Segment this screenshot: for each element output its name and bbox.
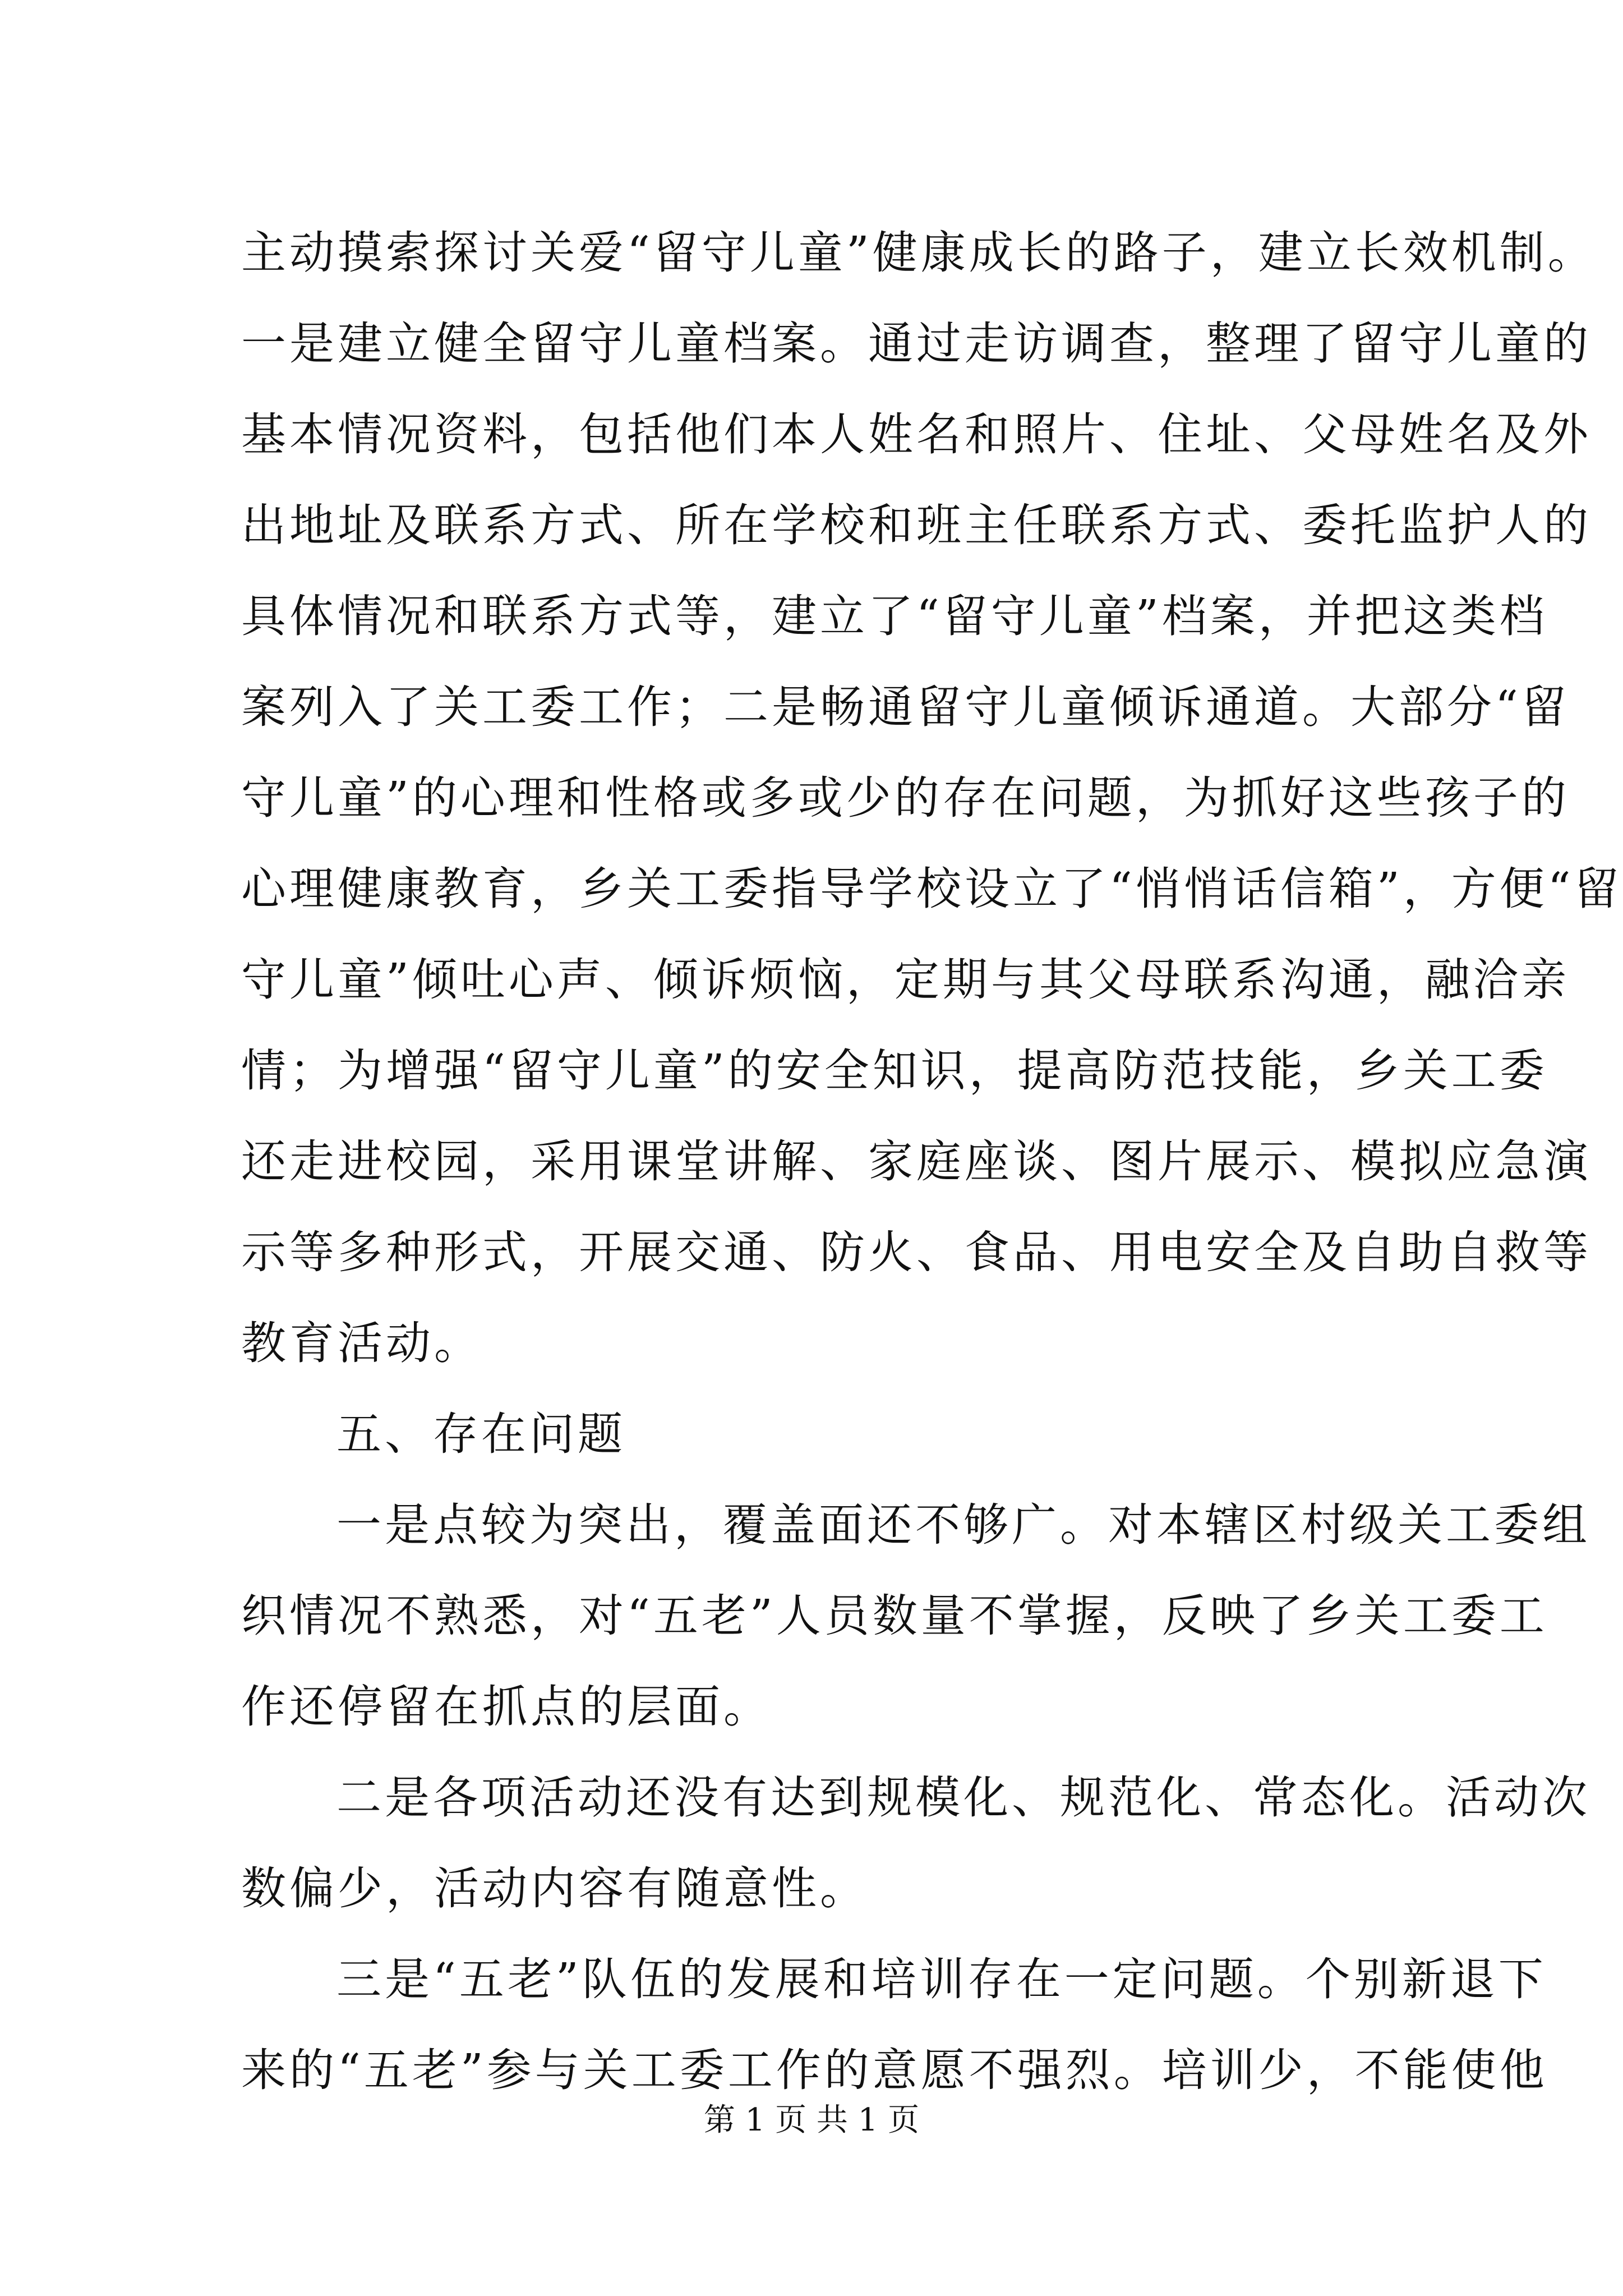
text-line: 情；为增强“留守儿童”的安全知识，提高防范技能，乡关工委 [241, 1045, 1548, 1097]
text-line: 一是建立健全留守儿童档案。通过走访调查，整理了留守儿童的 [241, 318, 1592, 370]
text-line: 织情况不熟悉，对“五老”人员数量不掌握，反映了乡关工委工 [241, 1590, 1548, 1642]
text-line: 守儿童”的心理和性格或多或少的存在问题，为抓好这些孩子的 [241, 772, 1570, 824]
text-line: 教育活动。 [241, 1317, 482, 1369]
section-heading: 五、存在问题 [336, 1408, 626, 1460]
text-line: 示等多种形式，开展交通、防火、食品、用电安全及自助自救等 [241, 1226, 1592, 1278]
text-line: 三是“五老”队伍的发展和培训存在一定问题。个别新退下 [336, 1953, 1547, 2005]
text-line: 案列入了关工委工作；二是畅通留守儿童倾诉通道。大部分“留 [241, 681, 1570, 733]
text-line: 二是各项活动还没有达到规模化、规范化、常态化。活动次 [336, 1772, 1590, 1824]
text-line: 作还停留在抓点的层面。 [241, 1681, 772, 1733]
text-line: 一是点较为突出，覆盖面还不够广。对本辖区村级关工委组 [336, 1499, 1590, 1551]
text-line: 基本情况资料，包括他们本人姓名和照片、住址、父母姓名及外 [241, 408, 1592, 461]
document-body [241, 208, 1622, 2116]
text-line: 主动摸索探讨关爱“留守儿童”健康成长的路子，建立长效机制。 [241, 227, 1596, 279]
text-line: 守儿童”倾吐心声、倾诉烦恼，定期与其父母联系沟通，融洽亲 [241, 954, 1570, 1006]
text-line: 数偏少，活动内容有随意性。 [241, 1862, 868, 1915]
page-footer: 第 1 页 共 1 页 [703, 2102, 920, 2138]
text-line: 来的“五老”参与关工委工作的意愿不强烈。培训少，不能使他 [241, 2044, 1548, 2096]
text-line: 出地址及联系方式、所在学校和班主任联系方式、委托监护人的 [241, 499, 1592, 551]
text-line: 心理健康教育，乡关工委指导学校设立了“悄悄话信箱”，方便“留 [241, 863, 1622, 915]
text-line: 具体情况和联系方式等，建立了“留守儿童”档案，并把这类档 [241, 590, 1548, 642]
text-line: 还走进校园，采用课堂讲解、家庭座谈、图片展示、模拟应急演 [241, 1135, 1592, 1188]
